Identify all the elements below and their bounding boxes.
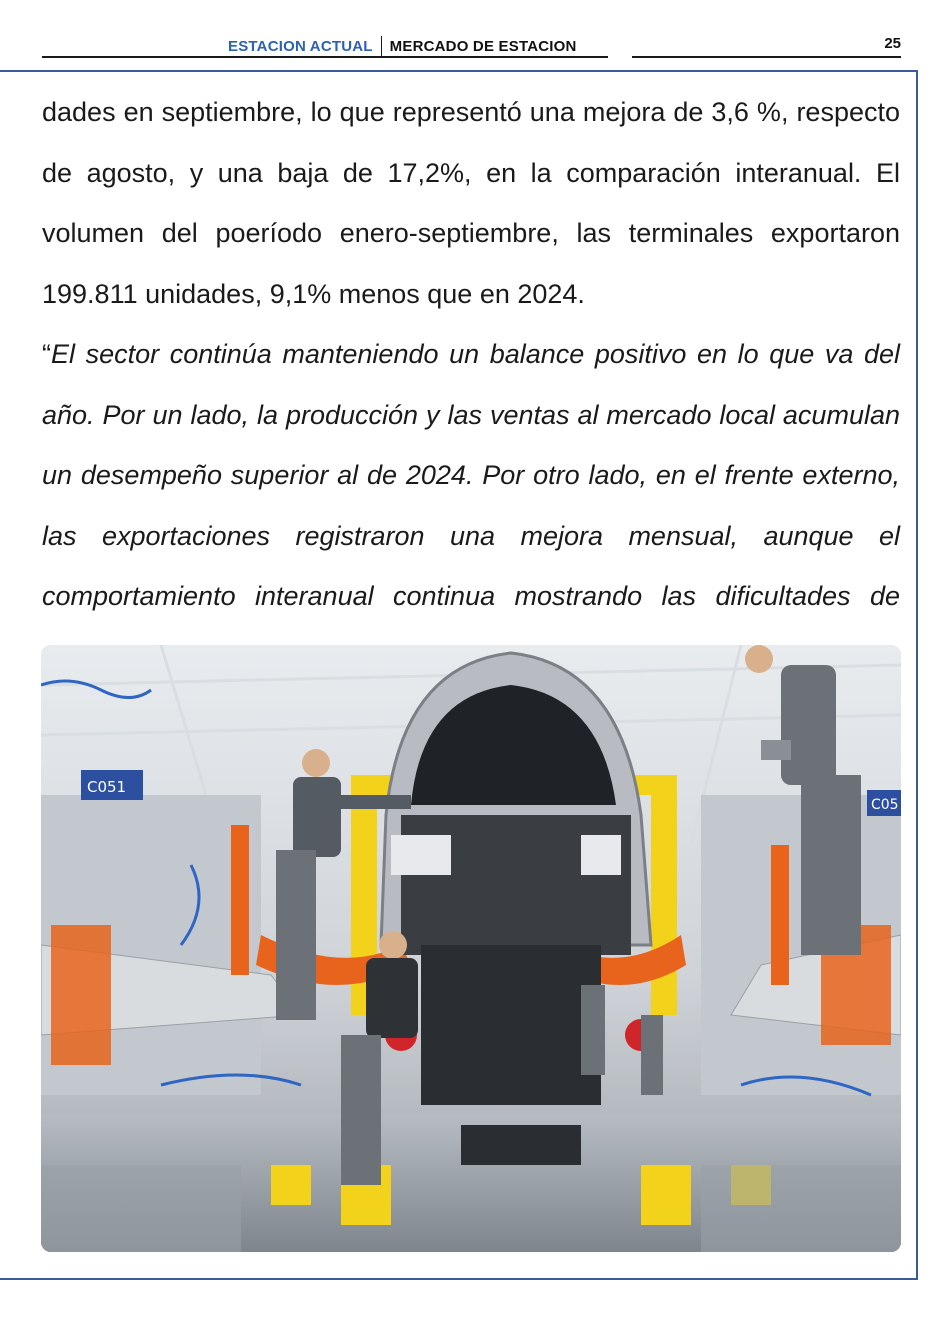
station-label-right: C05 — [871, 797, 899, 813]
paragraph-2-quote — [42, 324, 900, 687]
header-rule-right — [632, 56, 901, 58]
paragraph-2-text: El sector continúa manteniendo un balance positivo en lo que va del año. Por un lado, la producción y las ventas al mercado local acumulan un desempeño superior al de 2024. Por otro lado, en el frente externo, las exportaciones registraron una mejora mensual, aunque el comportamiento interanual continua mostrando las dificultades de — [42, 339, 900, 611]
page-number: 25 — [884, 35, 901, 52]
article-body — [42, 82, 900, 687]
header-section: ESTACION ACTUAL — [228, 37, 373, 55]
header-rule-left — [42, 56, 608, 58]
running-header — [228, 36, 577, 56]
station-label-left: C051 — [87, 778, 127, 796]
header-subsection: MERCADO DE ESTACION — [389, 37, 577, 55]
assembly-line-photo — [41, 645, 901, 1252]
paragraph-1: dades en septiembre, lo que representó una mejora de 3,6 %, respecto de agosto, y una baja de 17,2%, en la comparación interanual. El volumen del poeríodo enero-septiembre, las terminales exportaron 199.811 unidades, 9,1% menos que en 2024. — [42, 97, 900, 309]
quote-mark: “ — [42, 339, 51, 369]
station-sign-left — [81, 770, 143, 800]
station-sign-right — [867, 790, 901, 816]
assembly-line-illustration — [41, 645, 901, 1252]
header-separator — [381, 36, 382, 56]
